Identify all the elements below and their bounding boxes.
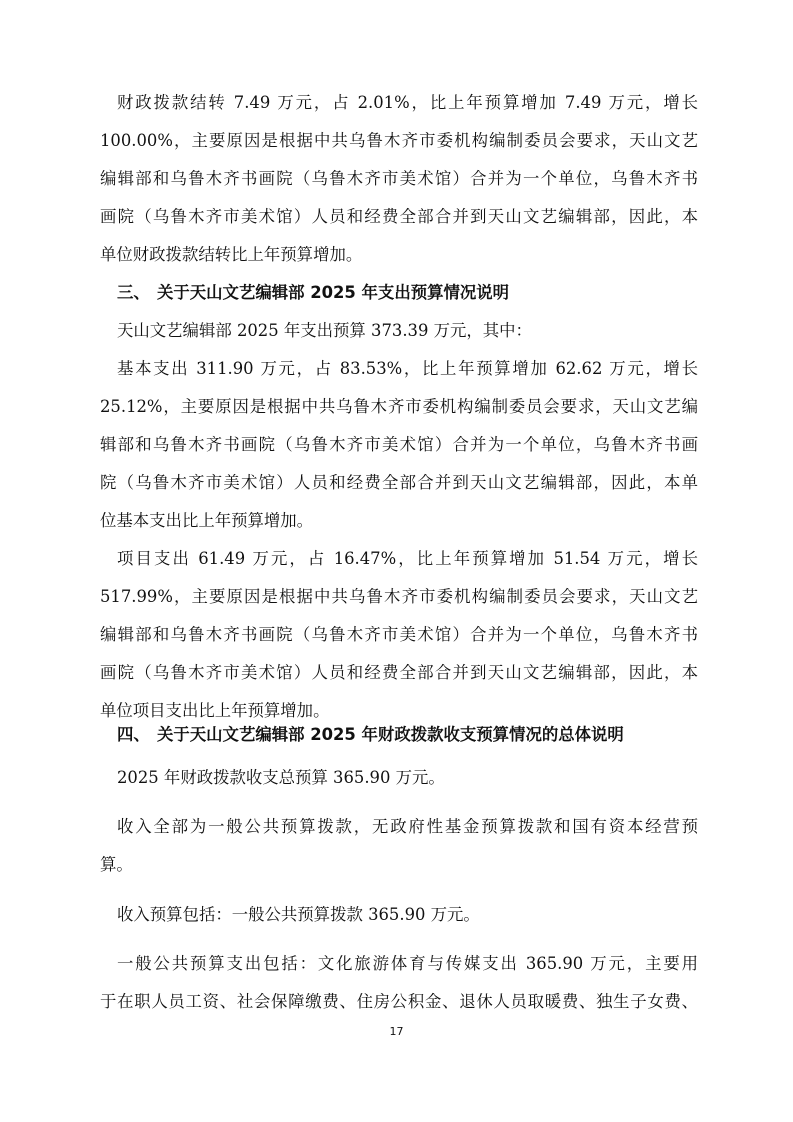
text-line: 财政拨款结转 7.49 万元，占 2.01%，比上年预算增加 7.49 万元，增长	[117, 93, 698, 112]
text-line: 一般公共预算支出包括：文化旅游体育与传媒支出 365.90 万元，主要用	[117, 954, 698, 973]
text-line: 院（乌鲁木齐市美术馆）人员和经费全部合并到天山文艺编辑部，因此，本单	[100, 473, 698, 492]
paragraph-total-budget: 2025 年财政拨款收支总预算 365.90 万元。	[117, 768, 445, 787]
text-line: 辑部和乌鲁木齐书画院（乌鲁木齐市美术馆）合并为一个单位，乌鲁木齐书画	[100, 435, 698, 454]
section-heading-4	[117, 723, 707, 747]
text-line: 收入全部为一般公共预算拨款，无政府性基金预算拨款和国有资本经营预	[117, 817, 698, 836]
heading-text: 关于天山文艺编辑部 2025 年支出预算情况说明	[157, 283, 510, 302]
heading-number: 四、	[117, 725, 150, 744]
text-line: 位基本支出比上年预算增加。	[100, 511, 314, 530]
paragraph-income-budget: 收入预算包括：一般公共预算拨款 365.90 万元。	[117, 905, 480, 924]
section-heading-3	[117, 281, 707, 305]
text-line: 基本支出 311.90 万元，占 83.53%，比上年预算增加 62.62 万元，增长	[117, 359, 698, 378]
heading-text: 关于天山文艺编辑部 2025 年财政拨款收支预算情况的总体说明	[157, 725, 624, 744]
text-line: 25.12%，主要原因是根据中共乌鲁木齐市委机构编制委员会要求，天山文艺编	[100, 397, 698, 416]
text-line: 于在职人员工资、社会保障缴费、住房公积金、退休人员取暖费、独生子女费、	[100, 992, 698, 1011]
heading-number: 三、	[117, 283, 150, 302]
text-line: 画院（乌鲁木齐市美术馆）人员和经费全部合并到天山文艺编辑部，因此，本	[100, 663, 698, 682]
text-line: 编辑部和乌鲁木齐书画院（乌鲁木齐市美术馆）合并为一个单位，乌鲁木齐书	[100, 625, 698, 644]
text-line: 517.99%，主要原因是根据中共乌鲁木齐市委机构编制委员会要求，天山文艺	[100, 587, 698, 606]
text-line: 单位项目支出比上年预算增加。	[100, 701, 330, 720]
text-line: 单位财政拨款结转比上年预算增加。	[100, 245, 363, 264]
text-line: 编辑部和乌鲁木齐书画院（乌鲁木齐市美术馆）合并为一个单位，乌鲁木齐书	[100, 169, 698, 188]
page-number: 17	[389, 1025, 404, 1038]
text-line: 项目支出 61.49 万元，占 16.47%，比上年预算增加 51.54 万元，增长	[117, 549, 698, 568]
text-line: 100.00%，主要原因是根据中共乌鲁木齐市委机构编制委员会要求，天山文艺	[100, 131, 698, 150]
text-line: 算。	[100, 855, 133, 874]
paragraph-total-expenditure: 天山文艺编辑部 2025 年支出预算 373.39 万元，其中：	[117, 321, 532, 340]
text-line: 画院（乌鲁木齐市美术馆）人员和经费全部合并到天山文艺编辑部，因此，本	[100, 207, 698, 226]
